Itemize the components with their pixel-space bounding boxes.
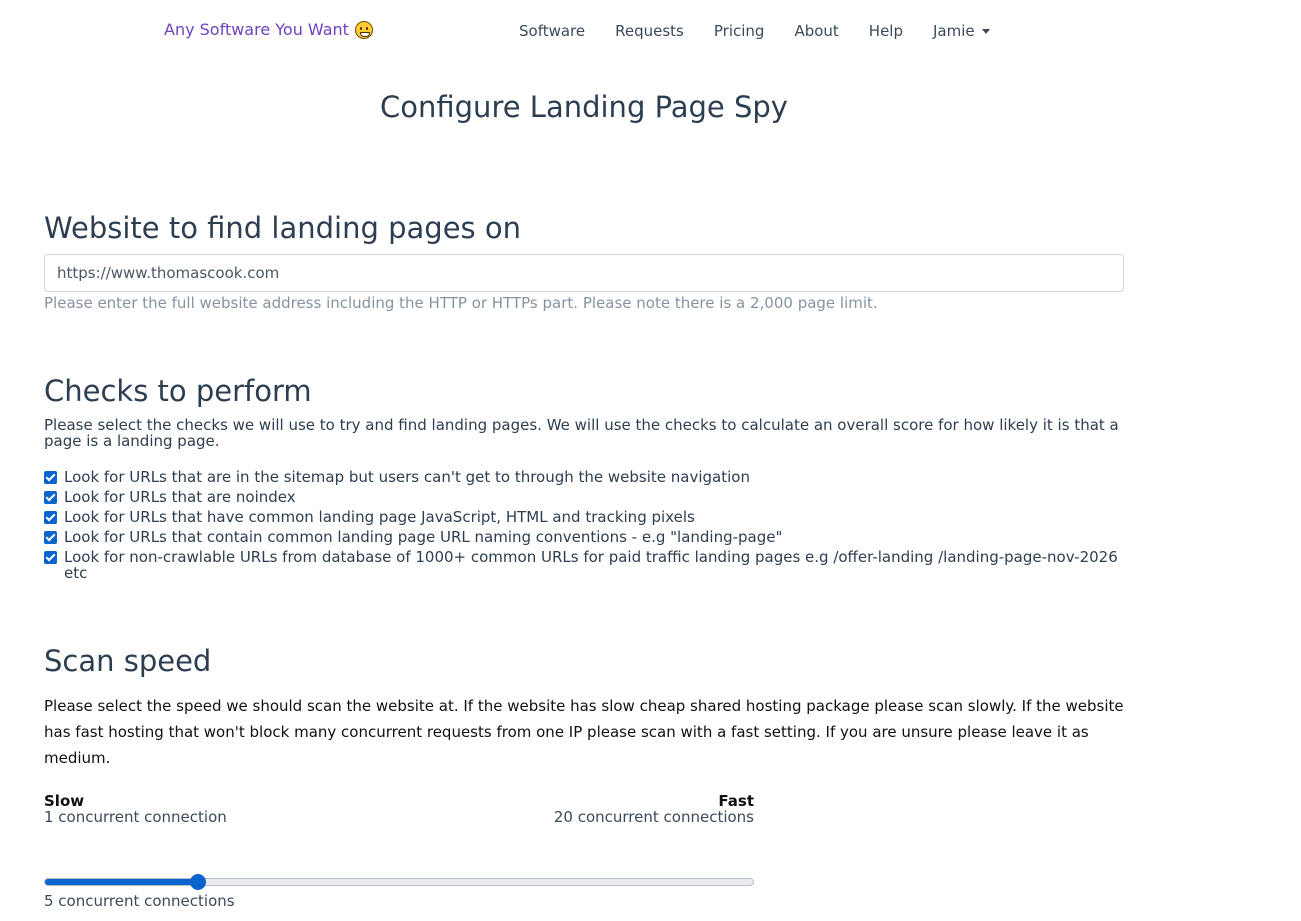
speed-section-heading: Scan speed	[44, 644, 212, 678]
slow-sub-label: 1 concurrent connection	[44, 808, 227, 826]
checkbox-url-naming[interactable]	[44, 531, 57, 544]
speed-slider-track[interactable]	[44, 878, 754, 886]
website-help-text: Please enter the full website address including the HTTP or HTTPs part. Please note there is a 2,000 page limit.	[44, 294, 878, 312]
checkbox-noindex[interactable]	[44, 491, 57, 504]
brand-link[interactable]	[164, 20, 373, 39]
website-section-heading: Website to find landing pages on	[44, 211, 521, 245]
check-item[interactable]	[44, 509, 1134, 525]
fast-sub-label: 20 concurrent connections	[553, 808, 754, 826]
speed-value-label: 5 concurrent connections	[44, 892, 235, 910]
check-label: Look for URLs that are noindex	[64, 488, 296, 506]
checks-description: Please select the checks we will use to try and find landing pages. We will use the checks to calculate an overall score for how likely it is that a page is a landing page.	[44, 416, 1119, 450]
speed-slider-fill	[45, 879, 199, 885]
checks-section-heading: Checks to perform	[44, 374, 312, 408]
top-navbar	[0, 0, 1301, 62]
check-label: Look for URLs that have common landing page JavaScript, HTML and tracking pixels	[64, 508, 695, 526]
check-label: Look for non-crawlable URLs from database of 1000+ common URLs for paid traffic landing pages e.g /offer-landing /landing-page-nov-2026 etc	[64, 548, 1118, 582]
user-name: Jamie	[933, 22, 975, 40]
speed-description: Please select the speed we should scan the website at. If the website has slow cheap shared hosting package please scan slowly. If the website has fast hosting that won't block many concurrent requests from one IP please scan with a fast setting. If you are unsure please leave it as medium.	[44, 697, 1124, 767]
user-menu-dropdown[interactable]	[918, 22, 1005, 40]
brand-name: Any Software You Want	[164, 20, 349, 39]
check-item[interactable]	[44, 469, 1134, 485]
page-title: Configure Landing Page Spy	[380, 90, 788, 124]
check-item[interactable]	[44, 489, 1134, 505]
nav-item-help[interactable]: Help	[868, 22, 903, 40]
checkbox-tracking-pixels[interactable]	[44, 511, 57, 524]
fast-label: Fast	[718, 792, 754, 810]
grinning-face-icon	[355, 21, 373, 39]
slow-label: Slow	[44, 792, 85, 810]
nav-item-software[interactable]: Software	[519, 22, 586, 40]
nav-item-pricing[interactable]: Pricing	[713, 22, 765, 40]
website-url-input[interactable]	[44, 254, 1124, 292]
caret-down-icon	[982, 29, 990, 34]
nav-item-requests[interactable]: Requests	[615, 22, 684, 40]
check-label: Look for URLs that contain common landing page URL naming conventions - e.g "landing-page"	[64, 528, 783, 546]
checks-list	[44, 469, 1134, 585]
nav-item-about[interactable]: About	[794, 22, 839, 40]
fast-label-block	[440, 793, 754, 825]
speed-slider-thumb[interactable]	[190, 874, 206, 890]
slow-label-block	[44, 793, 227, 825]
checkbox-non-crawlable-db[interactable]	[44, 551, 57, 564]
check-label: Look for URLs that are in the sitemap but users can't get to through the website navigation	[64, 468, 750, 486]
check-item[interactable]	[44, 529, 1134, 545]
checkbox-sitemap-orphans[interactable]	[44, 471, 57, 484]
nav-menu	[504, 22, 1005, 40]
check-item[interactable]	[44, 549, 1134, 581]
